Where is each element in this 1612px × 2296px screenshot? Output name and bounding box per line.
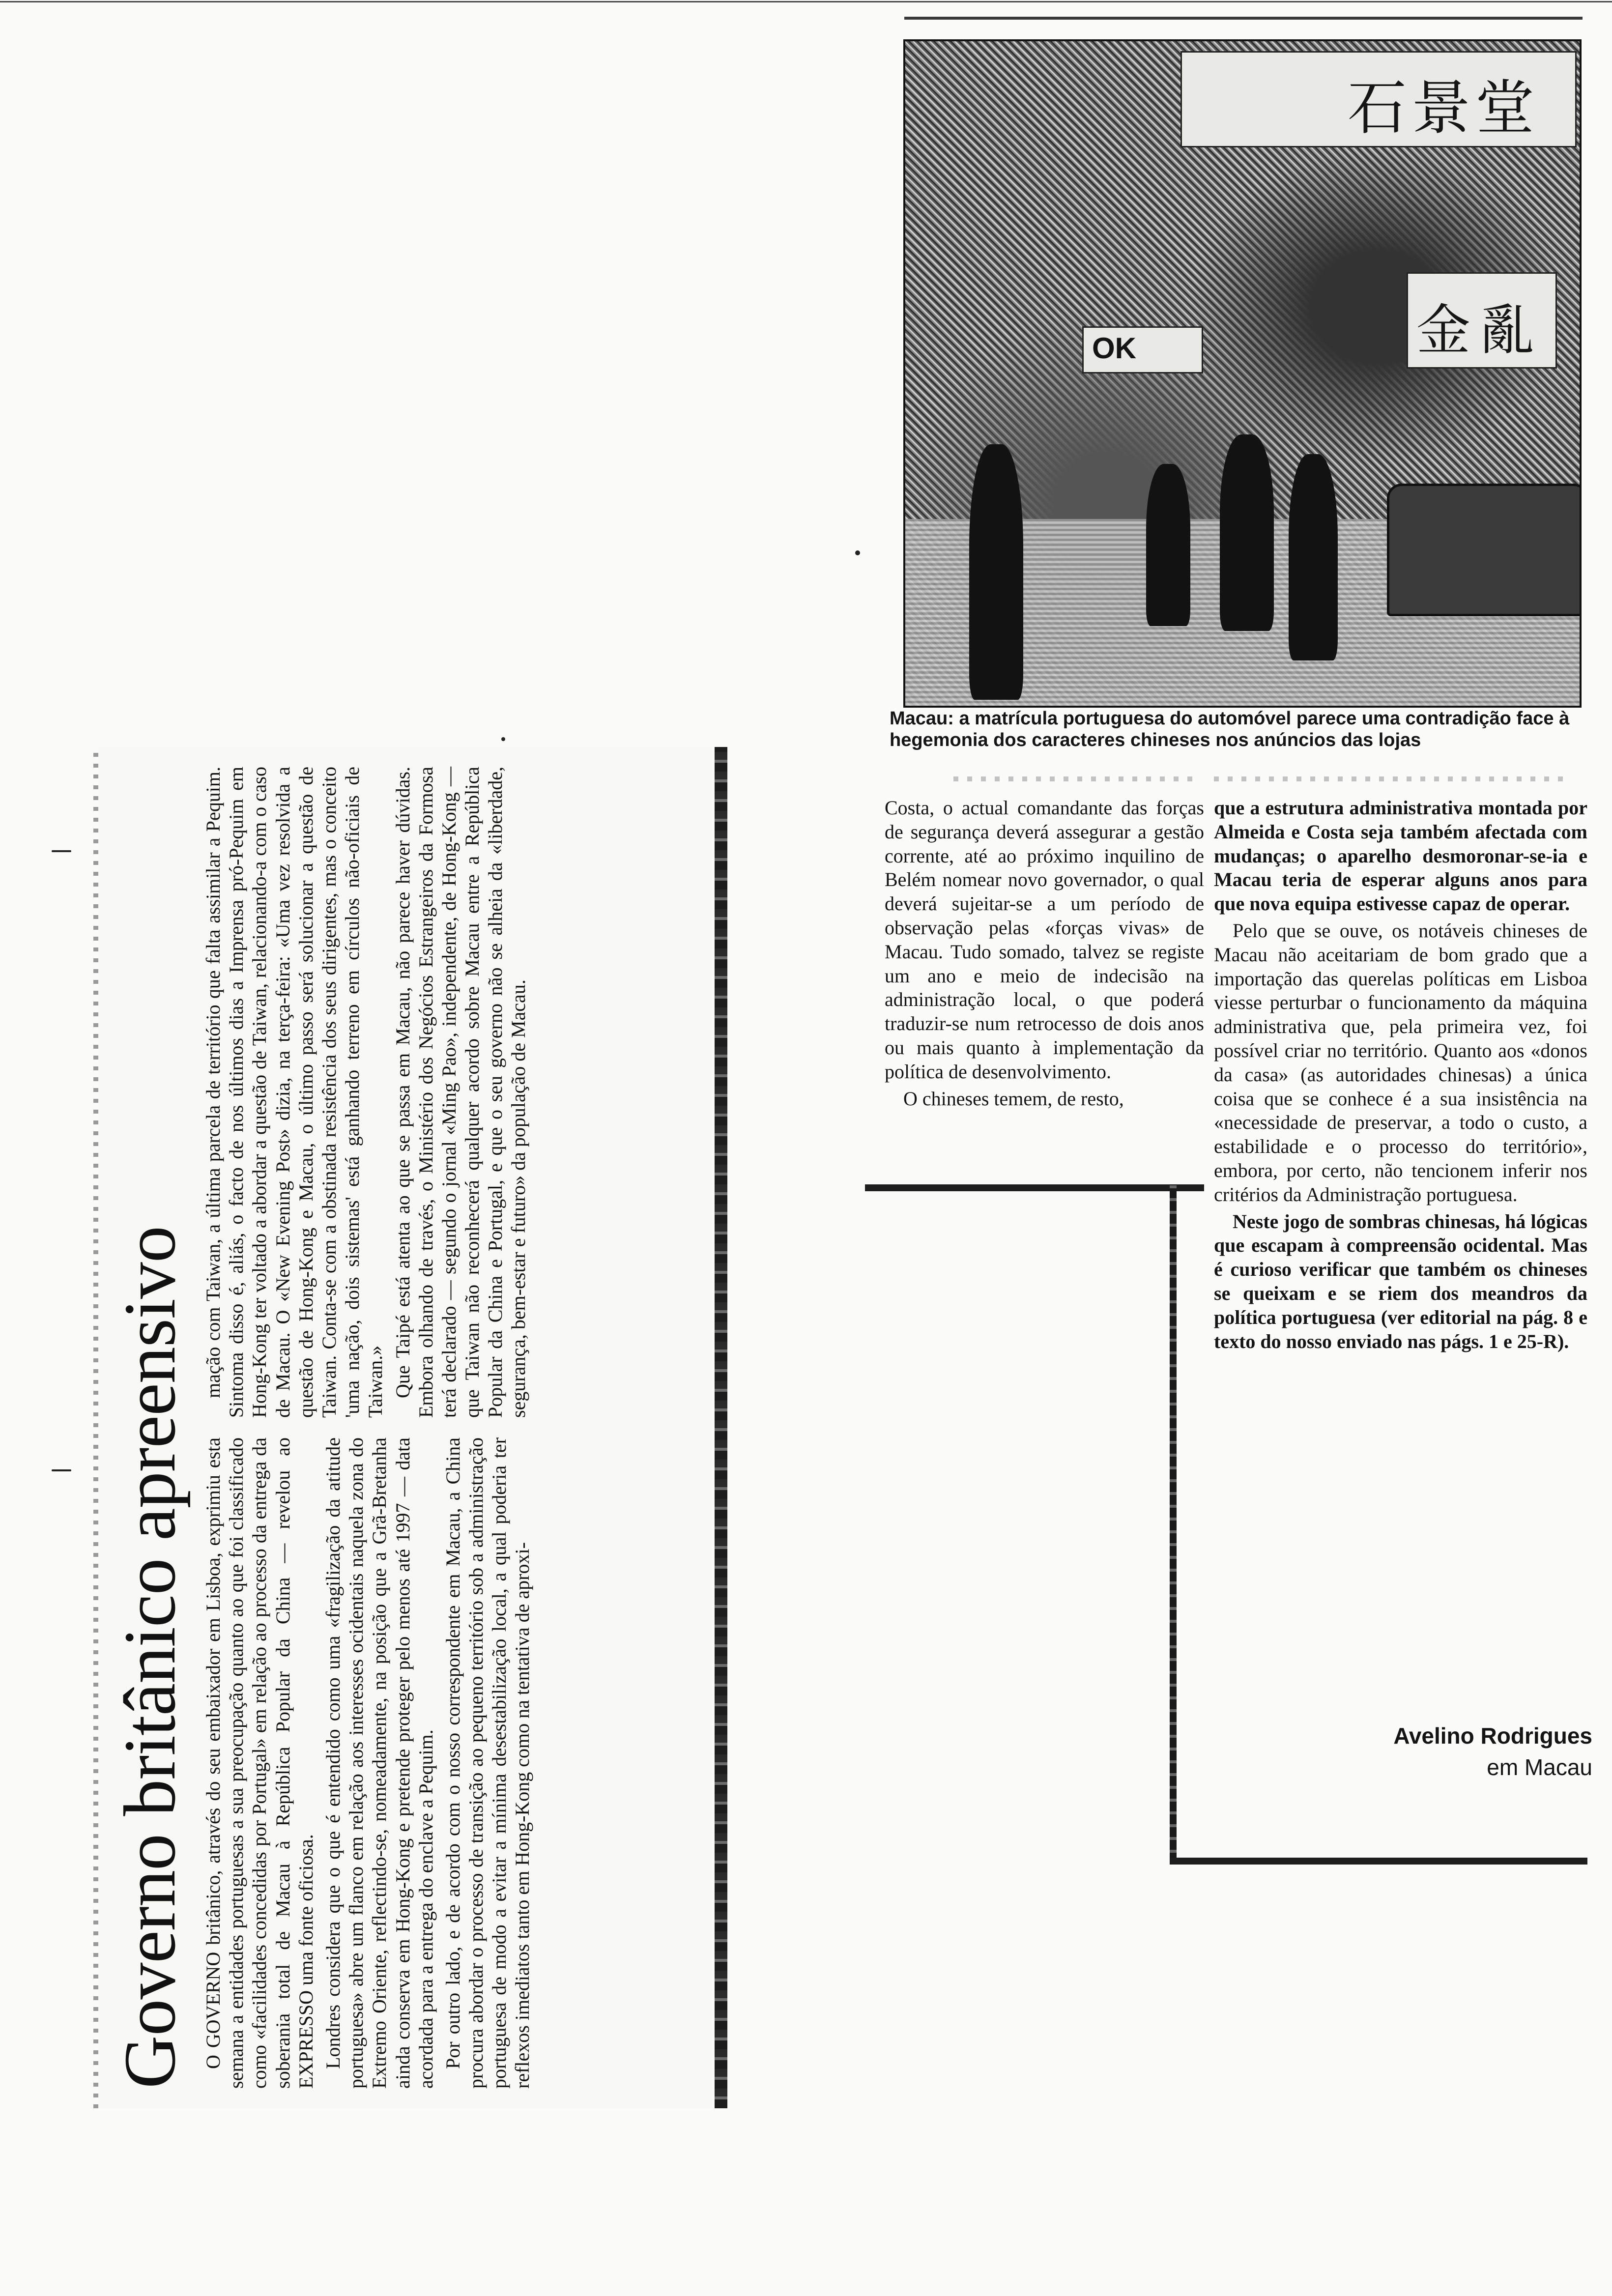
plate-text: OK [1092, 332, 1136, 365]
paragraph: Londres considera que o que é entendido como uma «fragilização da atitude portuguesa» abre um flanco em relação aos interesses ocidentais naquela zona do Extremo Oriente, reflectindo-se, nomeadamente, na posição que a Grã-Bretanha ainda conserva em Hong-Kong e pretende proteger pelo menos até 1997 — data acordada para a entrega do enclave a Pequim. [321, 1437, 437, 2089]
speck [855, 550, 860, 555]
paragraph: O chineses temem, de resto, [903, 1087, 1124, 1110]
paragraph: O GOVERNO britânico, através do seu embaixador em Lisboa, exprimiu esta semana a entidades portuguesas a sua preocupação quanto ao que foi classificado como «facilidades concedidas por Portugal» em relação ao processo da entrega da soberania total de Macau à República Popular da China — revelou ao EXPRESSO uma fonte oficiosa. [202, 1437, 317, 2089]
article-column-1 [202, 1437, 538, 2089]
paragraph: Por outro lado, e de acordo com o nosso correspondente em Macau, a China procura abordar o processo de transição ao pequeno território sob a administração portuguesa de modo a evitar a mínima desestabilização local, a qual poderia ter reflexos imediatos tanto em Hong-Kong como na tentativa de aproxi- [441, 1437, 534, 2089]
headline: Governo britânico apreensivo [109, 1226, 191, 2089]
car [1387, 484, 1582, 616]
sign-glyph: 景 [1411, 74, 1470, 143]
sign-glyph: 石 [1348, 74, 1407, 143]
faded-text [953, 776, 1199, 781]
column-rule-vertical [1170, 1184, 1177, 1863]
author-name: Avelino Rodrigues [1393, 1723, 1592, 1749]
left-clipping [98, 747, 713, 2108]
article-column-2 [202, 767, 538, 1418]
sign-glyph: 亂 [1480, 299, 1534, 362]
pedestrian [1146, 464, 1190, 626]
paragraph: Que Taipé está atenta ao que se passa em Macau, não parece haver dúvidas. Embora olhando de través, o Ministério dos Negócios Estrangeiros da Formosa terá declarado — segundo o jornal «Ming Pao», independente, de Hong-Kong — que Taiwan não reconhecerá qualquer acordo sobre Macau entre a República Popular da China e Portugal, e que o seu governo não se alheia da «liberdade, segurança, bem-estar e futuro» da população de Macau. [391, 767, 530, 1418]
speck [52, 850, 71, 852]
photo-caption: Macau: a matrícula portuguesa do automóvel parece uma contradição face à hegemonia dos caracteres chineses nos anúncios das lojas [890, 708, 1570, 751]
byline [1297, 1720, 1592, 1783]
clipping-edge-top [93, 747, 98, 2108]
top-rule [0, 1, 1612, 2]
column-rule-horizontal [865, 1184, 1204, 1191]
speck [52, 1469, 71, 1471]
paragraph: Pelo que se ouve, os notáveis chineses de Macau não aceitariam de bom grado que a importação das querelas políticas em Lisboa viesse perturbar o funcionamento da máquina administrativa que, pela primeira vez, foi possível criar no território. Quanto aos «donos da casa» (as autoridades chinesas) a única coisa que se conhece é a sua insistência na «necessidade de preservar, a todo o custo, a estabilidade e o processo do território», embora, por certo, não tencionem inferir nos critérios da Administração portuguesa. [1214, 919, 1587, 1205]
sign-glyph: 堂 [1475, 74, 1534, 143]
right-column-2 [1214, 796, 1587, 1356]
faded-text [1214, 776, 1568, 781]
paragraph: mação com Taiwan, a última parcela de território que falta assimilar a Pequim. Sintoma disso é, aliás, o facto de nos últimos dias a Imprensa pró-Pequim em Hong-Kong ter voltado a abordar a questão de Taiwan, relacionando-a com o caso de Macau. O «New Evening Post» dizia, na terça-feira: «Uma vez resolvida a questão de Hong-Kong e Macau, o último passo será solucionar a questão de Taiwan. Conta-se com a obstinada resistência dos seus dirigentes, mas o conceito 'uma nação, dois sistemas' está ganhando terreno em círculos não-oficiais de Taiwan.» [202, 767, 387, 1418]
paragraph: Costa, o actual comandante das forças de segurança deverá assegurar a gestão corrente, até ao próximo inquilino de Belém nomear novo governador, o qual deverá sujeitar-se a um período de observação pelas «forças vivas» de Macau. Tudo somado, talvez se registe um ano e meio de indecisão na administração local, o que poderá traduzir-se num retrocesso de dois anos ou mais quanto à implementação da política de desenvolvimento. [885, 797, 1204, 1083]
pedestrian [1289, 454, 1338, 660]
column-rule-bottom [1170, 1858, 1587, 1865]
paragraph: Neste jogo de sombras chinesas, há lógicas que escapam à compreensão ocidental. Mas é curioso verificar que também os chineses se queixam e se riem dos meandros da política portuguesa (ver editorial na pág. 8 e texto do nosso enviado nas págs. 1 e 25-R). [1214, 1210, 1587, 1352]
sign-glyph: 金 [1416, 299, 1470, 362]
article-columns [202, 767, 538, 2089]
speck [501, 737, 505, 741]
author-location: em Macau [1487, 1754, 1592, 1780]
street-photo [903, 39, 1582, 708]
right-column-1 [885, 796, 1204, 1114]
pedestrian [1220, 434, 1274, 631]
pedestrian [969, 444, 1023, 700]
clipping-edge-bottom [715, 747, 727, 2108]
top-rule-right [904, 17, 1583, 20]
paragraph: que a estrutura administrativa montada por Almeida e Costa seja também afectada com mudanças; o aparelho desmoronar-se-ia e Macau teria de esperar alguns anos para que nova equipa estivesse capaz de operar. [1214, 797, 1587, 915]
